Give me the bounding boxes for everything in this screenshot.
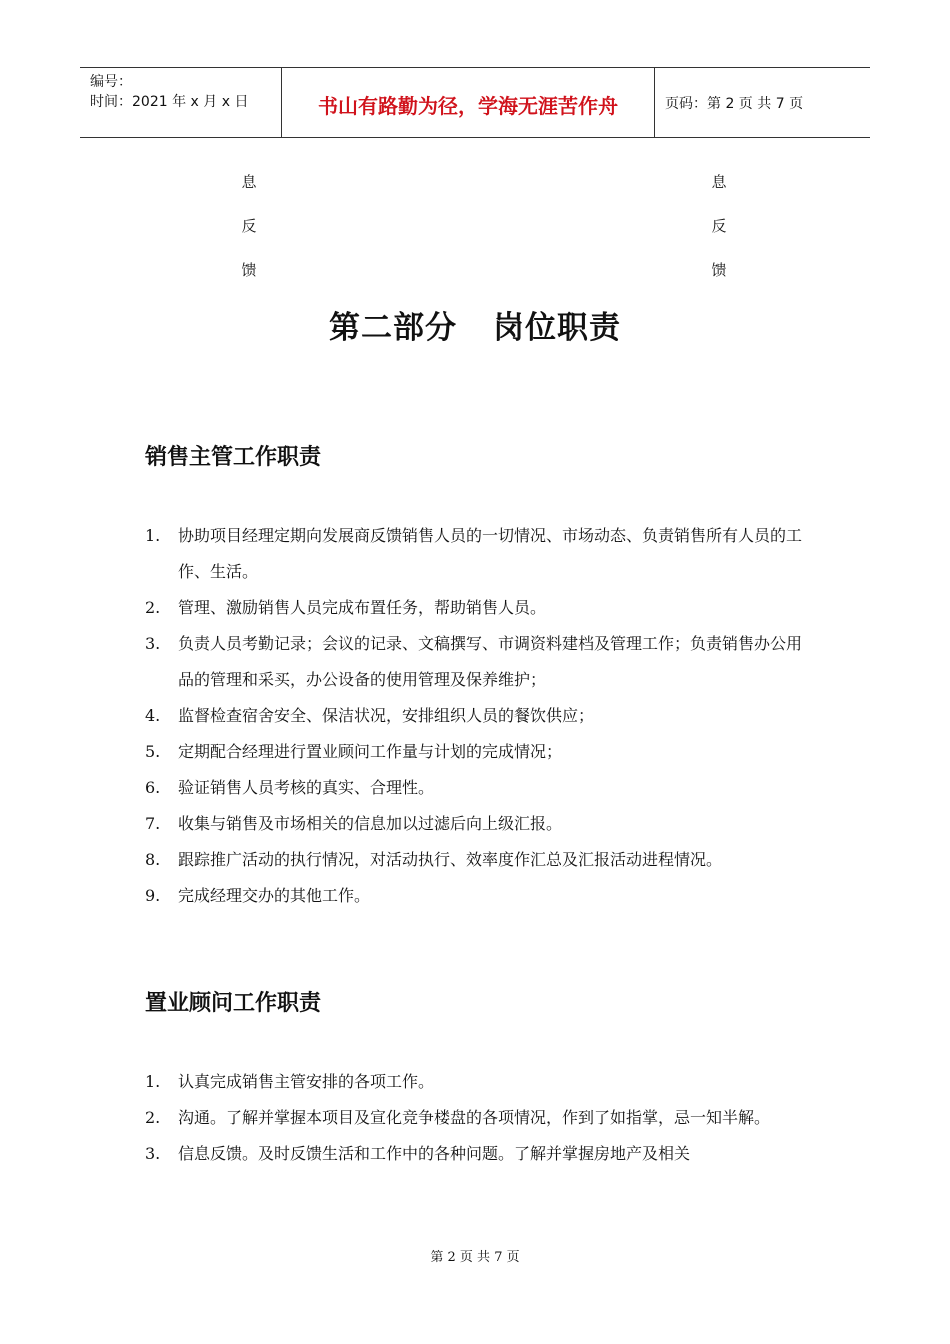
vertical-char: 馈 [241,261,257,279]
item-text: 定期配合经理进行置业顾问工作量与计划的完成情况； [178,742,563,761]
item-number: 6. [145,778,161,797]
list-item [145,842,815,878]
part-title [0,302,950,347]
sales-supervisor-duties [145,518,815,914]
section-title-property-consultant: 置业顾问工作职责 [145,990,322,1016]
header-motto: 书山有路勤为径，学海无涯苦作舟 [282,68,655,137]
item-text: 收集与销售及市场相关的信息加以过滤后向上级汇报。 [178,814,563,833]
item-text: 管理、激励销售人员完成布置任务，帮助销售人员。 [178,598,547,617]
item-number: 8. [145,850,161,869]
list-item [145,734,815,770]
header-page-info: 页码：第 2 页 共 7 页 [665,95,804,112]
list-item [145,1064,815,1100]
page-footer: 第 2 页 共 7 页 [430,1250,520,1265]
item-number: 1. [145,1072,161,1091]
item-text: 验证销售人员考核的真实、合理性。 [178,778,435,797]
item-text: 监督检查宿舍安全、保洁状况，安排组织人员的餐饮供应； [178,706,595,725]
vertical-text-right [709,160,729,292]
item-number: 3. [145,1144,161,1163]
vertical-char: 息 [711,173,727,191]
list-item [145,518,815,590]
item-number: 2. [145,598,161,617]
list-item [145,878,815,914]
item-number: 1. [145,526,161,545]
item-number: 2. [145,1108,161,1127]
item-text: 完成经理交办的其他工作。 [178,886,371,905]
section-title-sales-supervisor: 销售主管工作职责 [145,444,322,470]
vertical-char: 息 [241,173,257,191]
item-number: 9. [145,886,161,905]
item-number: 7. [145,814,161,833]
list-item [145,806,815,842]
item-text: 跟踪推广活动的执行情况，对活动执行、效率度作汇总及汇报活动进程情况。 [178,850,723,869]
item-number: 3. [145,634,161,653]
list-item [145,1136,815,1172]
property-consultant-duties [145,1064,815,1172]
item-number: 4. [145,706,161,725]
list-item [145,698,815,734]
list-item [145,1100,815,1136]
header-meta [80,68,282,137]
list-item [145,626,815,698]
vertical-text-left [239,160,259,292]
item-text: 协助项目经理定期向发展商反馈销售人员的一切情况、市场动态、负责销售所有人员的工作、生活。 [178,526,803,581]
item-number: 5. [145,742,161,761]
vertical-char: 反 [241,217,257,235]
list-item [145,770,815,806]
part-label: 第二部分 [329,310,457,346]
item-text: 沟通。了解并掌握本项目及宣化竞争楼盘的各项情况，作到了如指掌，忌一知半解。 [178,1108,771,1127]
page-header [80,67,870,138]
vertical-char: 馈 [711,261,727,279]
item-text: 认真完成销售主管安排的各项工作。 [178,1072,435,1091]
vertical-char: 反 [711,217,727,235]
time-label: 时间：2021 年 x 月 x 日 [90,94,249,110]
list-item [145,590,815,626]
number-label: 编号： [90,74,132,90]
item-text: 信息反馈。及时反馈生活和工作中的各种问题。了解并掌握房地产及相关 [178,1144,691,1163]
part-heading: 岗位职责 [493,310,621,346]
item-text: 负责人员考勤记录；会议的记录、文稿撰写、市调资料建档及管理工作；负责销售办公用品的管理和采买，办公设备的使用管理及保养维护； [178,634,803,689]
